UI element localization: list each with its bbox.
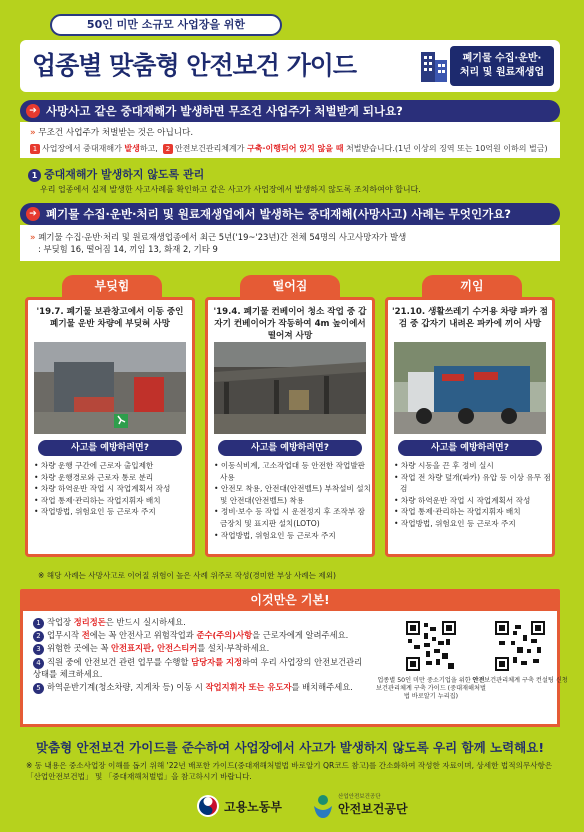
q1-answer-box [20, 122, 560, 158]
q2-banner [20, 203, 560, 225]
closing-message: 맞춤형 안전보건 가이드를 준수하여 사업장에서 사고가 발생하지 않도록 우리 함께 노력해요! [35, 740, 545, 755]
manage-head [28, 166, 204, 182]
prevent-item: • 작업방법, 위험요인 등 근로자 주지 [214, 530, 336, 540]
q2-line2: : 부딪힘 16, 떨어짐 14, 끼임 13, 화재 2, 기타 9 [38, 244, 218, 254]
footer-logos [0, 788, 584, 832]
basics-item: 2 업무시작 전에는 꼭 안전사고 위험작업과 준수(주의)사항을 근로자에게 알려주세요. [33, 630, 368, 642]
industry-line1: 폐기물 수집·운반· [462, 53, 542, 64]
prevent-list [34, 460, 192, 518]
basics-item: 1 작업장 정리정돈은 반드시 실시하세요. [33, 617, 368, 629]
prevent-item: • 작업방법, 위험요인 등 근로자 주지 [34, 507, 156, 517]
num-1-circle-icon: 1 [28, 169, 41, 182]
title-box [20, 40, 560, 92]
prevent-item: • 작업 통제·관리하는 작업지휘자 배치 [394, 507, 521, 517]
basics-item: 4 직원 중에 안전보건 관련 업무를 수행할 담당자를 지정하여 우리 사업장의 안전보건관리 상태를 체크하세요. [33, 656, 363, 679]
cond1-b: 발생 [124, 144, 140, 153]
case-card-bump [25, 297, 195, 557]
qr-consulting-caption: 안전보건관리체계 구축 컨설팅 신청 [472, 677, 568, 684]
q1-conditions [30, 143, 550, 154]
page-title: 업종별 맞춤형 안전보건 가이드 [32, 51, 357, 80]
basics-list [33, 617, 368, 695]
cond1-c: 하고, [139, 144, 158, 153]
cond2-b: 구축·이행되어 있지 않을 때 [247, 144, 344, 153]
prevent-item: • 안전모 착용, 안전대(안전벨트) 부착설비 설치 및 안전대(안전벨트) 착용 [214, 484, 371, 505]
kosha-logo-text: 안전보건공단 [338, 802, 408, 816]
ministry-logo-text: 고용노동부 [224, 800, 282, 814]
prevent-head: 사고를 예방하려면? [38, 440, 182, 456]
case-card-fall [205, 297, 375, 557]
q1-answer [30, 126, 550, 138]
num-2-icon: 2 [163, 144, 173, 154]
prevent-head: 사고를 예방하려면? [218, 440, 362, 456]
cond1-a: 사업장에서 중대재해가 [42, 144, 125, 153]
prevent-item: • 차량 운행 구간에 근로자 출입제한 [34, 461, 154, 470]
penalty: (1년 이상의 징역 또는 10억원 이하의 벌금) [394, 144, 548, 153]
garbage-truck-photo [394, 342, 546, 434]
prevent-item: • 작업 전 차량 덮개(파카) 유압 등 이상 유무 점검 [394, 472, 551, 494]
q1-question: 사망사고 같은 중대재해가 발생하면 무조건 사업주가 처벌받게 되나요? [46, 104, 403, 118]
prevent-list [214, 460, 372, 541]
prevent-item: • 작업 통제·관리하는 작업지휘자 배치 [34, 495, 161, 505]
double-arrow-icon: » [30, 128, 36, 138]
q2-box [20, 225, 560, 261]
q2-question: 폐기물 수집·운반·처리 및 원료재생업에서 발생하는 중대재해(사망사고) 사례는 무엇인가요? [46, 207, 511, 221]
manage-head-text: 중대재해가 발생하지 않도록 관리 [44, 168, 205, 181]
prevent-item: • 차량 하역운반 작업 시 작업계획서 작성 [394, 495, 531, 505]
taegeuk-logo-icon [196, 794, 220, 818]
building-icon [418, 46, 450, 84]
prevent-list [394, 460, 552, 530]
prevent-item: • 차량 운행경로와 근로자 통로 분리 [34, 472, 154, 482]
tag-bump: 부딪힘 [62, 275, 162, 297]
prevent-item: • 이동식비계, 고소작업대 등 안전한 작업발판 사용 [214, 461, 366, 482]
prevent-item: • 정비·보수 등 작업 시 운전정지 후 조작부 잠금장치 및 표지판 설치(LOTO) [214, 507, 365, 528]
manage-body: 우리 업종에서 실제 발생한 사고사례를 확인하고 같은 사고가 사업장에서 발생하지 않도록 조치하여야 합니다. [40, 185, 421, 194]
basics-item: 5 하역운반기계(청소차량, 지게차 등) 이동 시 작업지휘자 또는 유도자를 배치해주세요. [33, 682, 368, 694]
qr-code-guide[interactable] [406, 621, 456, 671]
cond2-c: 처벌받습니다. [343, 144, 395, 153]
kosha-small-text: 산업안전보건공단 [338, 794, 381, 800]
q2-line1 [30, 231, 550, 243]
basics-box [20, 611, 568, 727]
warehouse-photo [34, 342, 186, 434]
q1-banner [20, 100, 560, 122]
arrow-icon: ➔ [26, 104, 40, 118]
arrow-icon: ➔ [26, 207, 40, 221]
q2-line1-text: 폐기물 수집·운반·처리 및 원료재생업종에서 최근 5년('19~'23년)간 전체 54명의 사고사망자가 발생 [38, 232, 407, 242]
cond2-a: 안전보건관리체계가 [174, 144, 248, 153]
prevent-head: 사고를 예방하려면? [398, 440, 542, 456]
double-arrow-icon: » [30, 232, 39, 242]
conveyor-photo [214, 342, 366, 434]
basics-head: 이것만은 기본! [20, 589, 560, 611]
prevent-item: • 작업방법, 위험요인 등 근로자 주지 [394, 518, 516, 528]
q1-answer-text: 무조건 사업주가 처벌받는 것은 아닙니다. [38, 128, 194, 138]
industry-line2: 처리 및 원료재생업 [459, 67, 545, 78]
case-desc: '19.7. 폐기물 보관창고에서 이동 중인 폐기물 운반 차량에 부딪혀 사망 [36, 307, 184, 329]
industry-badge [450, 46, 554, 86]
basics-item: 3 위험한 곳에는 꼭 안전표지판, 안전스티커를 설치·부착하세요. [33, 643, 368, 655]
prevent-item: • 차량 하역운반 작업 시 작업계획서 작성 [34, 484, 171, 494]
qr-code-consulting[interactable] [495, 621, 545, 671]
footnote: ※ 동 내용은 중소사업장 이해를 돕기 위해 '22년 배포한 가이드(중대재해처벌법 바로알기 QR코드 참고)를 간소화하여 작성한 자료이며, 상세한 법적의무사항은 「산업안전보건법」 및 「중대재해처벌법」을 참고하시기 바랍니다. [26, 761, 553, 781]
case-note: ※ 해당 사례는 사망사고로 이어질 위험이 높은 사례 위주로 작성(경미한 부상 사례는 제외) [38, 571, 336, 580]
kosha-logo-icon [310, 792, 336, 820]
case-card-caught [385, 297, 555, 557]
tag-caught: 끼임 [422, 275, 522, 297]
num-1-icon: 1 [30, 144, 40, 154]
case-desc: '21.10. 생활쓰레기 수거용 차량 파카 점검 중 갑자기 내려온 파카에 끼어 사망 [392, 307, 548, 329]
tag-fall: 떨어짐 [240, 275, 340, 297]
prevent-item: • 차량 시동을 끈 후 정비 실시 [394, 461, 494, 470]
header-topline: 50인 미만 소규모 사업장을 위한 [50, 14, 282, 36]
case-desc: '19.4. 폐기물 컨베이어 청소 작업 중 갑자기 컨베이어가 작동하여 4m 높이에서 떨어져 사망 [213, 307, 367, 341]
qr-guide-caption: 업종별 50인 미만 중소기업을 위한 안전보건관리체계 구축 가이드 (중대재해처벌법 바로알기 누리집) [376, 677, 486, 700]
